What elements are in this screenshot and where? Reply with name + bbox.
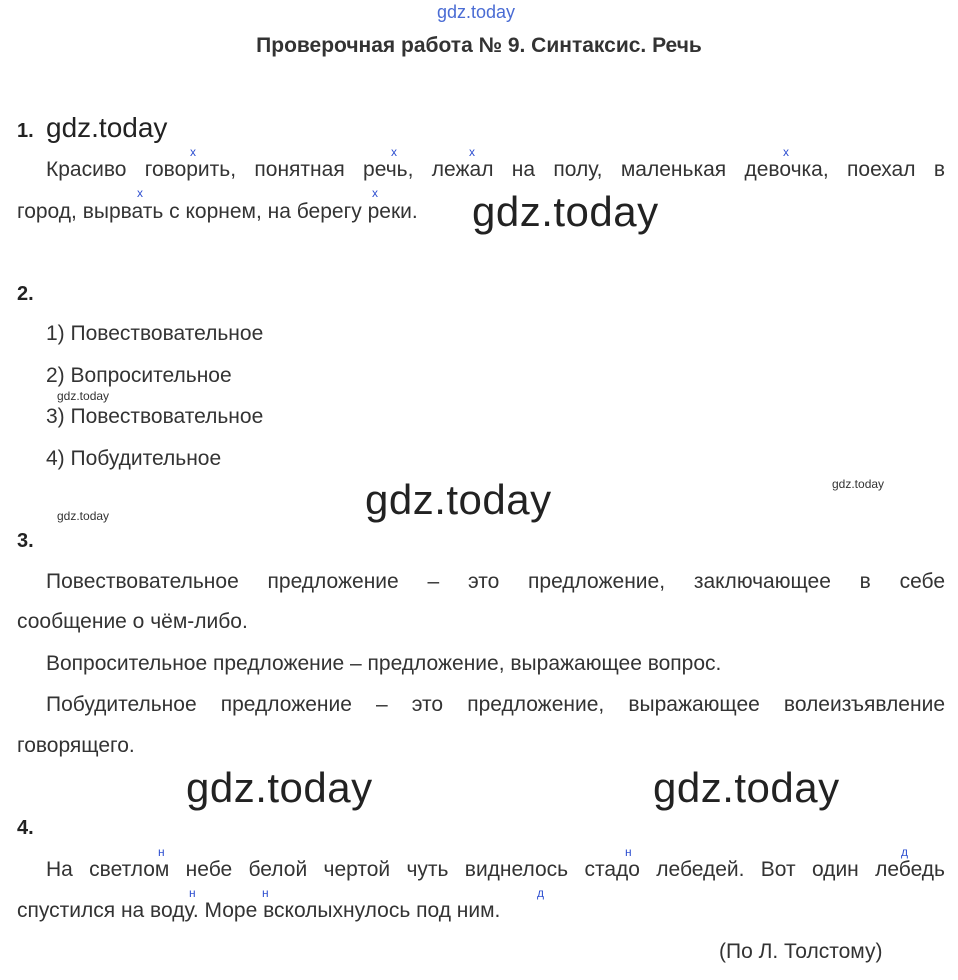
- task-4-line-1: На светлом небе белой чертой чуть виднелось стадо лебедей. Вот один лебедь: [46, 858, 945, 881]
- task-4-number: 4.: [17, 817, 34, 839]
- watermark-large: gdz.today: [186, 764, 373, 811]
- watermark-small: gdz.today: [57, 389, 110, 403]
- stress-mark: х: [190, 145, 196, 159]
- task-3-paragraph-1-line-2: сообщение о чём-либо.: [17, 610, 248, 633]
- watermark-large: gdz.today: [365, 476, 552, 523]
- phoneme-mark: д: [537, 886, 545, 900]
- task-3-paragraph-1-line-1: Повествовательное предложение – это предложение, заключающее в себе: [46, 570, 945, 593]
- task-2-item: 2) Вопросительное: [46, 364, 232, 387]
- watermark-small: gdz.today: [57, 509, 110, 523]
- stress-mark: х: [469, 145, 475, 159]
- task-1-number: 1.: [17, 120, 34, 142]
- stress-mark: х: [137, 186, 143, 200]
- watermark-small: gdz.today: [832, 477, 885, 491]
- watermark-large: gdz.today: [472, 188, 659, 235]
- watermark-large: gdz.today: [653, 764, 840, 811]
- stress-mark: х: [783, 145, 789, 159]
- phoneme-mark: н: [158, 845, 165, 859]
- watermark-top: gdz.today: [437, 2, 516, 22]
- watermark-task1: gdz.today: [46, 112, 168, 143]
- task-3-paragraph-3-line-2: говорящего.: [17, 734, 135, 757]
- task-2-number: 2.: [17, 283, 34, 305]
- phoneme-mark: н: [625, 845, 632, 859]
- task-3-paragraph-2: Вопросительное предложение – предложение, выражающее вопрос.: [46, 652, 722, 675]
- phoneme-mark: н: [189, 886, 196, 900]
- task-1-line-1: Красиво говорить, понятная речь, лежал на полу, маленькая девочка, поехал в: [46, 158, 945, 181]
- task-4-author: (По Л. Толстому): [719, 940, 883, 963]
- task-3-number: 3.: [17, 530, 34, 552]
- task-1-line-2: город, вырвать с корнем, на берегу реки.: [17, 200, 418, 223]
- task-2-item: 1) Повествовательное: [46, 322, 264, 345]
- task-2-item: 3) Повествовательное: [46, 405, 264, 428]
- phoneme-mark: н: [262, 886, 269, 900]
- task-2-item: 4) Побудительное: [46, 447, 222, 470]
- stress-mark: х: [372, 186, 378, 200]
- stress-mark: х: [391, 145, 397, 159]
- page-title: Проверочная работа № 9. Синтаксис. Речь: [256, 34, 702, 57]
- phoneme-mark: д: [901, 845, 909, 859]
- task-3-paragraph-3-line-1: Побудительное предложение – это предложение, выражающее волеизъявление: [46, 693, 945, 716]
- task-4-line-2: спустился на воду. Море всколыхнулось под ним.: [17, 899, 501, 922]
